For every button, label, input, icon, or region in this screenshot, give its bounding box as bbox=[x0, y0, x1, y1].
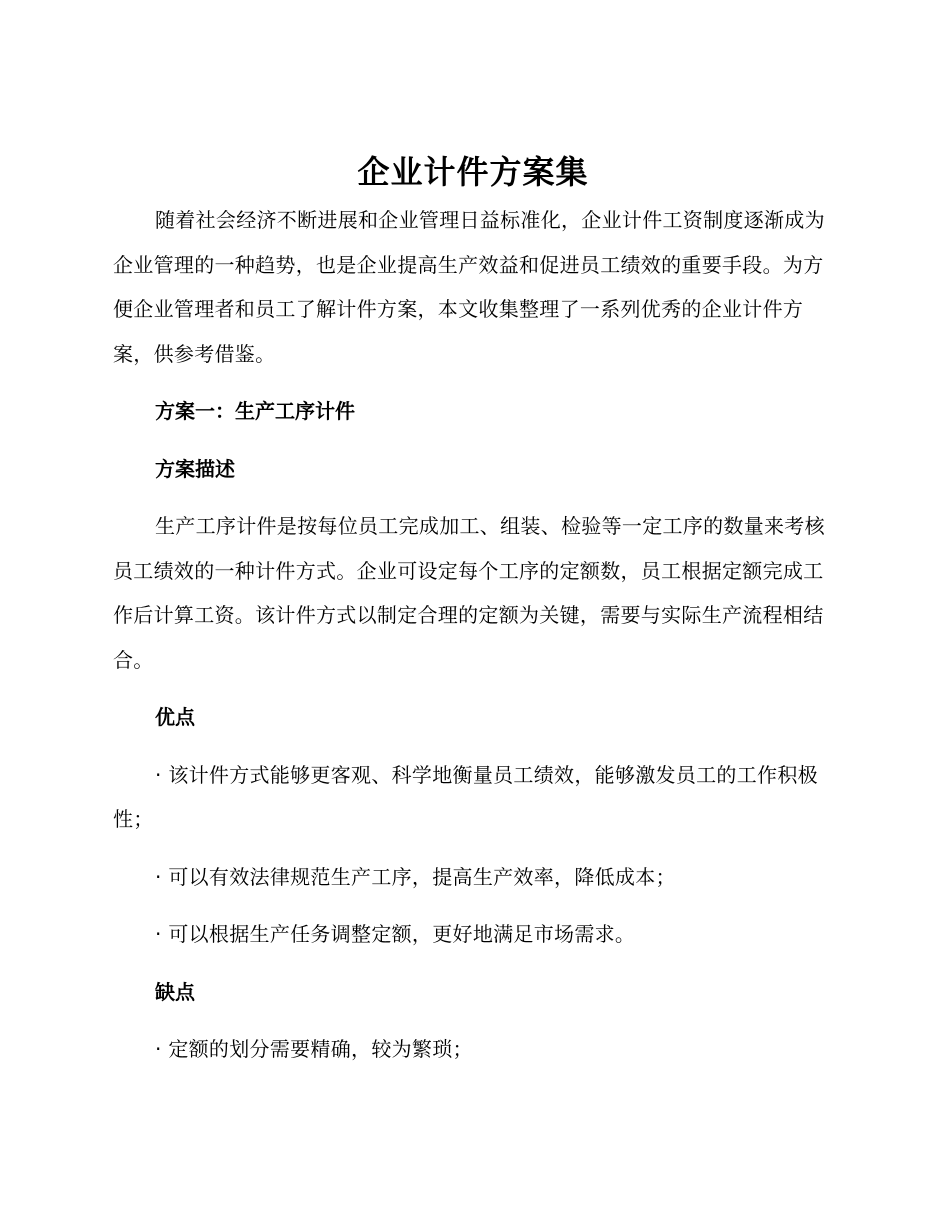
description-heading: 方案描述 bbox=[155, 456, 235, 481]
intro-paragraph: 随着社会经济不断进展和企业管理日益标准化，企业计件工资制度逐渐成为企业管理的一种趋势，也是企业提高生产效益和促进员工绩效的重要手段。为方便企业管理者和员工了解计件方案，本文收集整理了一系列优秀的企业计件方案，供参考借鉴。 bbox=[113, 208, 825, 366]
pros-item-3: · 可以根据生产任务调整定额，更好地满足市场需求。 bbox=[155, 922, 636, 946]
cons-item-1: · 定额的划分需要精确，较为繁琐； bbox=[155, 1037, 473, 1061]
document-title: 企业计件方案集 bbox=[357, 153, 589, 191]
pros-item-2: · 可以有效法律规范生产工序，提高生产效率，降低成本； bbox=[155, 864, 676, 889]
description-paragraph: 生产工序计件是按每位员工完成加工、组装、检验等一定工序的数量来考核员工绩效的一种计件方式。企业可设定每个工序的定额数，员工根据定额完成工作后计算工资。该计件方式以制定合理的定额为关键，需要与实际生产流程相结合。 bbox=[113, 514, 825, 672]
cons-heading: 缺点 bbox=[155, 979, 195, 1004]
plan-one-title: 方案一：生产工序计件 bbox=[155, 399, 355, 423]
pros-heading: 优点 bbox=[155, 705, 195, 729]
document-page bbox=[113, 146, 833, 1072]
pros-item-1: · 该计件方式能够更客观、科学地衡量员工绩效，能够激发员工的工作积极性； bbox=[113, 762, 818, 831]
